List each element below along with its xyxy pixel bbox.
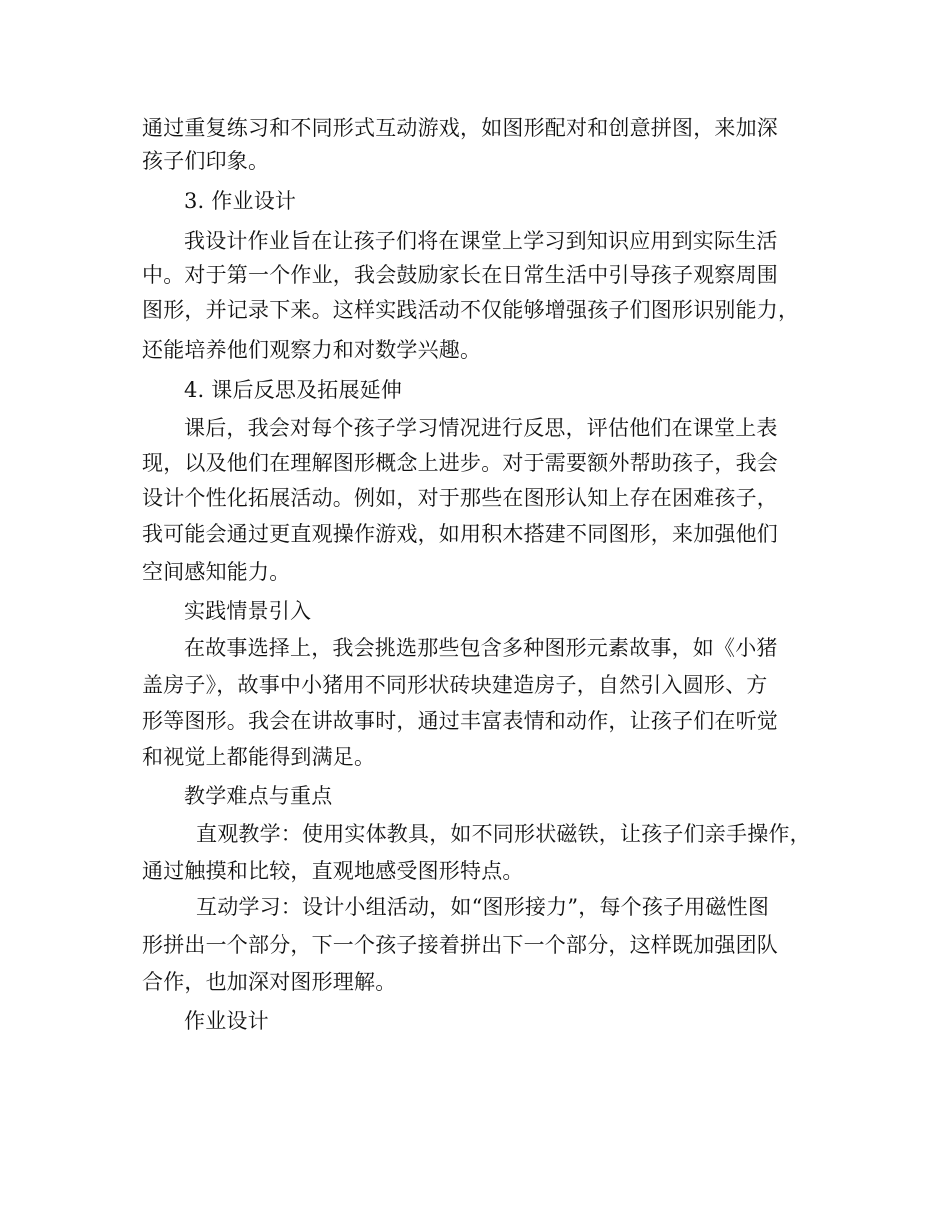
paragraph-line: 我设计作业旨在让孩子们将在课堂上学习到知识应用到实际生活 <box>184 229 778 253</box>
paragraph-line: 盖房子》，故事中小猪用不同形状砖块建造房子，自然引入圆形、方 <box>142 673 768 697</box>
paragraph-line: 课后，我会对每个孩子学习情况进行反思，评估他们在课堂上表 <box>184 416 778 440</box>
paragraph-line: 直观教学：使用实体教具，如不同形状磁铁，让孩子们亲手操作， <box>196 822 811 846</box>
section-heading: 实践情景引入 <box>184 599 312 623</box>
section-heading: 4. 课后反思及拓展延伸 <box>184 378 403 402</box>
section-heading: 作业设计 <box>184 1009 269 1033</box>
section-heading: 3. 作业设计 <box>184 189 297 213</box>
paragraph-line: 还能培养他们观察力和对数学兴趣。 <box>142 338 482 362</box>
paragraph-line: 我可能会通过更直观操作游戏，如用积木搭建不同图形，来加强他们 <box>142 522 778 546</box>
paragraph-line: 孩子们印象。 <box>142 149 270 173</box>
paragraph-line: 中。对于第一个作业，我会鼓励家长在日常生活中引导孩子观察周围 <box>142 263 778 287</box>
paragraph-line: 在故事选择上，我会挑选那些包含多种图形元素故事，如《小猪 <box>184 636 778 660</box>
paragraph-line: 通过触摸和比较，直观地感受图形特点。 <box>142 859 524 883</box>
paragraph-line: 形等图形。我会在讲故事时，通过丰富表情和动作，让孩子们在听觉 <box>142 709 778 733</box>
paragraph-line: 现，以及他们在理解图形概念上进步。对于需要额外帮助孩子，我会 <box>142 451 778 475</box>
paragraph-line: 空间感知能力。 <box>142 560 291 584</box>
paragraph-line: 形拼出一个部分，下一个孩子接着拼出下一个部分，这样既加强团队 <box>142 933 778 957</box>
section-heading: 教学难点与重点 <box>184 784 333 808</box>
paragraph-line: 图形，并记录下来。这样实践活动不仅能够增强孩子们图形识别能力， <box>142 298 800 322</box>
paragraph-line: 合作，也加深对图形理解。 <box>142 970 397 994</box>
paragraph-line: 和视觉上都能得到满足。 <box>142 745 376 769</box>
paragraph-line: 互动学习：设计小组活动，如“图形接力”，每个孩子用磁性图 <box>196 895 770 919</box>
paragraph-line: 设计个性化拓展活动。例如，对于那些在图形认知上存在困难孩子， <box>142 486 778 510</box>
paragraph-line: 通过重复练习和不同形式互动游戏，如图形配对和创意拼图，来加深 <box>142 116 778 140</box>
